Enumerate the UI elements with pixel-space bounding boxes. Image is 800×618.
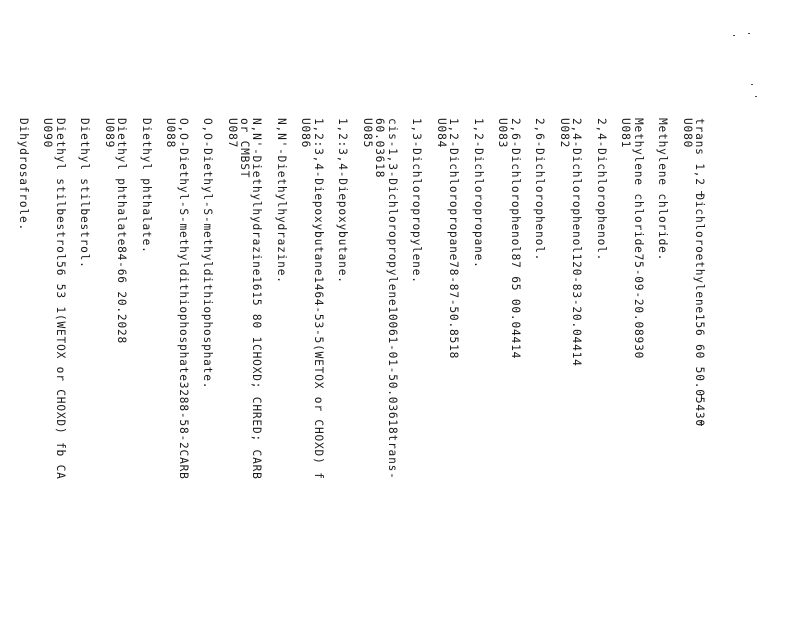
line-gap [29,118,41,618]
line-gap [66,118,78,618]
document-line: or CMBST [238,118,252,179]
document-line: Methylene chloride75-09-20.08930 [631,118,645,360]
document-line: U086 [299,118,313,149]
document-line: U081 [619,118,633,149]
document-line: U080 [680,118,694,149]
document-line: U088 [164,118,178,149]
document-line: O,O-Diethyl-S-methyldithiophosphate3288-58-2CARB [176,118,190,480]
document-line: 2,6-Dichlorophenol. [533,118,547,262]
document-line: Diethyl phthalate84-66 20.2028 [115,118,129,345]
line-gap [348,118,360,618]
document-line: 1,2:3,4-Diepoxybutane1464-53-5(WETOX or CHOXD) f [311,118,325,480]
document-line: cis-1,3-Dichloropropylene10061-01-50.03618trans- [385,118,399,480]
document-line: 2,4-Dichlorophenol120-83-20.04414 [570,118,584,367]
document-line: 1,3-Dichloropropylene. [410,118,424,284]
document-line: U087 [225,118,239,149]
line-gap [459,118,471,618]
document-line: U085 [360,118,374,149]
document-line: 1,2:3,4-Diepoxybutane. [336,118,350,284]
line-gap [324,118,336,618]
document-line: N,N'-Diethylhydrazine1615 80 1CHOXD; CHRED; CARB [250,118,264,480]
line-gap [287,118,299,618]
document-line: O,O-Diethyl-S-methyldithiophosphate. [201,118,215,390]
document-line: U090 [41,118,55,149]
line-gap [262,118,274,618]
document-line: trans 1,2 Dichloroethylene156 60 50.05430 [693,118,706,427]
scan-speck [755,96,757,97]
scan-speck [748,33,750,34]
line-gap [484,118,496,618]
document-line: 2,6-Dichlorophenol87 65 00.04414 [508,118,522,360]
document-line: U083 [496,118,510,149]
line-gap [644,118,656,618]
document-line: Diethyl phthalate. [139,118,153,254]
document-line: 2,4-Dichlorophenol. [594,118,608,262]
line-gap [521,118,533,618]
line-gap [607,118,619,618]
line-gap [545,118,557,618]
document-line: U089 [102,118,116,149]
document-line: Diethyl stilbestrol56 53 1(WETOX or CHOXD) fb CA [53,118,67,480]
document-line: U084 [434,118,448,149]
line-gap [90,118,102,618]
line-gap [422,118,434,618]
line-gap [127,118,139,618]
line-gap [582,118,594,618]
document-line: N,N'-Diethylhydrazine. [274,118,288,284]
scan-speck [733,35,735,36]
document-line: 1,2-Dichloropropane78-87-50.8518 [447,118,461,360]
scan-speck [751,84,753,85]
line-gap [189,118,201,618]
line-gap [398,118,410,618]
document-line: Dihydrosafrole. [16,118,30,232]
document-line: U082 [557,118,571,149]
document-line: 60.03618 [373,118,387,179]
document-line: Methylene chloride. [656,118,670,262]
line-gap [213,118,225,618]
rotated-text-block [16,118,705,618]
line-gap [152,118,164,618]
document-line: Diethyl stilbestrol. [78,118,92,269]
line-gap [668,118,680,618]
document-line: 1,2-Dichloropropane. [471,118,485,269]
